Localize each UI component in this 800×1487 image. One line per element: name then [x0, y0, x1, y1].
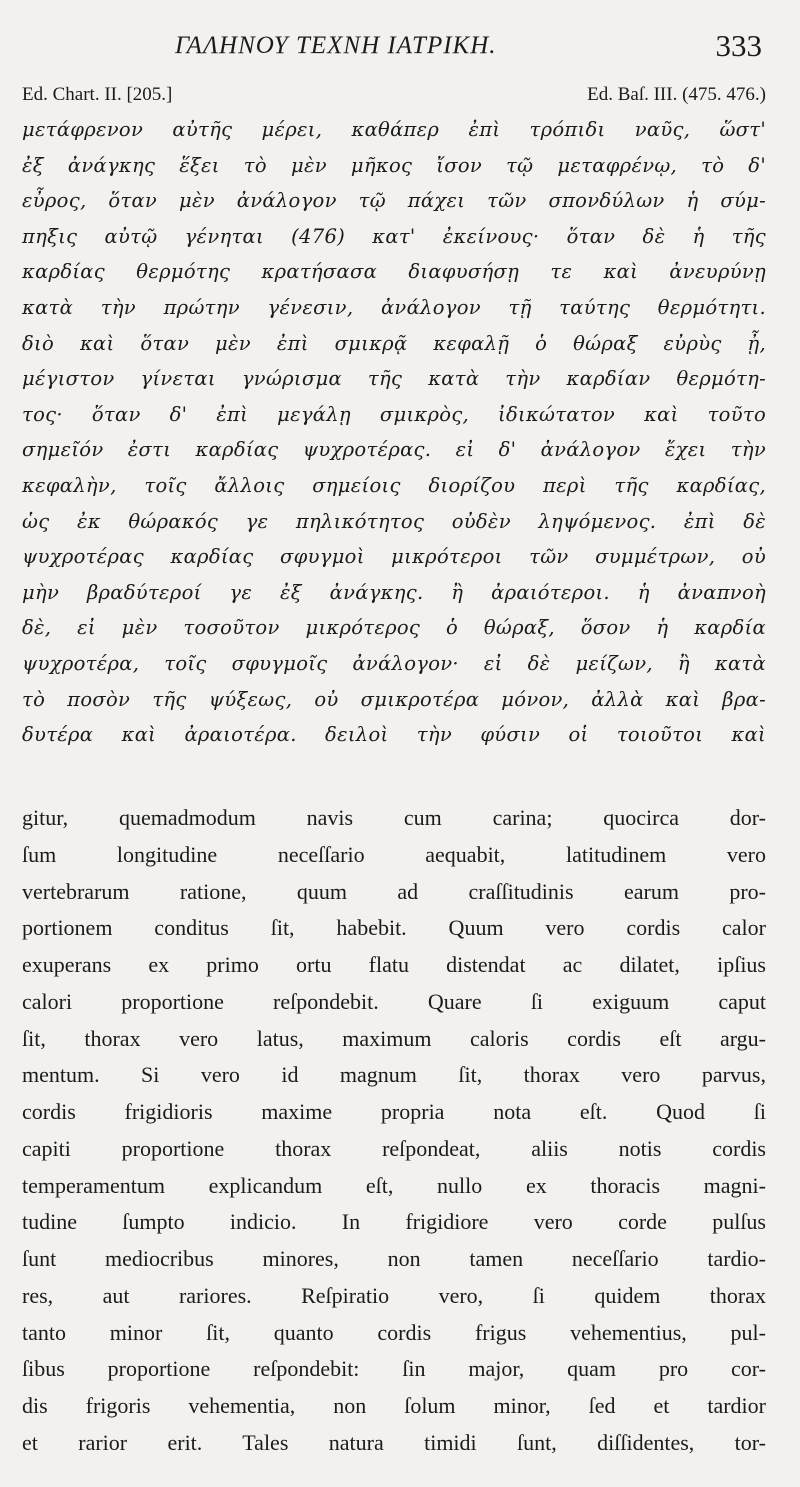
latin-text-line: mentum. Si vero id magnum ſit, thorax vero parvus,: [22, 1062, 766, 1088]
latin-text-line: tanto minor ſit, quanto cordis frigus vehementius, pul-: [22, 1319, 766, 1345]
edition-basel: Ed. Baſ. III. (475. 476.): [587, 84, 766, 105]
greek-text-line: διὸ καὶ ὅταν μὲν ἐπὶ σμικρᾷ κεφαλῇ ὁ θώραξ εὐρὺς ᾖ,: [22, 331, 766, 355]
latin-text-line: cordis frigidioris maxime propria nota eſt. Quod ſi: [22, 1099, 766, 1124]
greek-text-line: εὖρος, ὅταν μὲν ἀνάλογον τῷ πάχει τῶν σπονδύλων ἡ σύμ-: [22, 189, 766, 213]
latin-text-line: calori proportione reſpondebit. Quare ſi exiguum caput: [22, 988, 766, 1014]
greek-text-line: δὲ, εἰ μὲν τοσοῦτον μικρότερος ὁ θώραξ, ὅσον ἡ καρδία: [22, 616, 766, 640]
greek-text-line: κεφαλὴν, τοῖς ἄλλοις σημείοις διορίζου περὶ τῆς καρδίας,: [22, 473, 766, 497]
greek-text-line: πηξις αὐτῷ γένηται (476) κατ' ἐκείνους· ὅταν δὲ ἡ τῆς: [22, 224, 766, 248]
greek-text-line: ἐξ ἀνάγκης ἕξει τὸ μὲν μῆκος ἴσον τῷ μεταφρένῳ, τὸ δ': [22, 153, 766, 177]
edition-reference-line: [22, 84, 766, 110]
latin-text-line: exuperans ex primo ortu flatu distendat ac dilatet, ipſius: [22, 952, 766, 977]
edition-chartier: Ed. Chart. II. [205.]: [22, 84, 173, 105]
greek-text-line: δυτέρα καὶ ἀραιοτέρα. δειλοὶ τὴν φύσιν οἱ τοιοῦτοι καὶ: [22, 723, 766, 747]
latin-text-line: capiti proportione thorax reſpondeat, aliis notis cordis: [22, 1135, 766, 1161]
running-title: ΓΑΛΗΝΟΥ ΤΕΧΝΗ ΙΑΤΡΙΚΗ.: [175, 32, 497, 59]
greek-text-line: ψυχροτέρας καρδίας σφυγμοὶ μικρότεροι τῶν συμμέτρων, οὐ: [22, 545, 766, 569]
latin-text-line: temperamentum explicandum eſt, nullo ex thoracis magni-: [22, 1172, 766, 1198]
latin-text-line: portionem conditus ſit, habebit. Quum vero cordis calor: [22, 915, 766, 941]
latin-text-line: vertebrarum ratione, quum ad craſſitudinis earum pro-: [22, 878, 766, 904]
latin-text-block: [22, 800, 766, 1462]
greek-text-line: ψυχροτέρα, τοῖς σφυγμοῖς ἀνάλογον· εἰ δὲ μείζων, ἢ κατὰ: [22, 651, 766, 675]
greek-text-line: μέγιστον γίνεται γνώρισμα τῆς κατὰ τὴν καρδίαν θερμότη-: [22, 367, 766, 391]
greek-text-line: κατὰ τὴν πρώτην γένεσιν, ἀνάλογον τῇ ταύτης θερμότητι.: [22, 295, 766, 319]
latin-text-line: et rarior erit. Tales natura timidi ſunt, diſſidentes, tor-: [22, 1429, 766, 1455]
latin-text-line: ſibus proportione reſpondebit: ſin major, quam pro cor-: [22, 1356, 766, 1382]
greek-text-block: [22, 112, 766, 753]
page-header: [0, 28, 800, 72]
latin-text-line: dis frigoris vehementia, non ſolum minor, ſed et tardior: [22, 1393, 766, 1418]
latin-text-line: ſit, thorax vero latus, maximum caloris cordis eſt argu-: [22, 1025, 766, 1051]
greek-text-line: σημεῖόν ἐστι καρδίας ψυχροτέρας. εἰ δ' ἀνάλογον ἔχει τὴν: [22, 438, 766, 462]
greek-text-line: ὡς ἐκ θώρακός γε πηλικότητος οὐδὲν ληψόμενος. ἐπὶ δὲ: [22, 509, 766, 533]
page-number: 333: [715, 28, 762, 63]
latin-text-line: ſum longitudine neceſſario aequabit, latitudinem vero: [22, 841, 766, 867]
greek-text-line: τος· ὅταν δ' ἐπὶ μεγάλῃ σμικρὸς, ἰδικώτατον καὶ τοῦτο: [22, 402, 766, 426]
greek-text-line: καρδίας θερμότης κρατήσασα διαφυσήσῃ τε καὶ ἀνευρύνῃ: [22, 260, 766, 284]
latin-text-line: gitur, quemadmodum navis cum carina; quocirca dor-: [22, 805, 766, 830]
latin-text-line: tudine ſumpto indicio. In frigidiore vero corde pulſus: [22, 1209, 766, 1235]
greek-text-line: μετάφρενον αὐτῆς μέρει, καθάπερ ἐπὶ τρόπιδι ναῦς, ὥστ': [22, 118, 766, 141]
greek-text-line: τὸ ποσὸν τῆς ψύξεως, οὐ σμικροτέρα μόνον, ἀλλὰ καὶ βρα-: [22, 687, 766, 711]
greek-text-line: μὴν βραδύτεροί γε ἐξ ἀνάγκης. ἢ ἀραιότεροι. ἡ ἀναπνοὴ: [22, 580, 766, 604]
latin-text-line: ſunt mediocribus minores, non tamen neceſſario tardio-: [22, 1246, 766, 1271]
latin-text-line: res, aut rariores. Reſpiratio vero, ſi quidem thorax: [22, 1282, 766, 1308]
